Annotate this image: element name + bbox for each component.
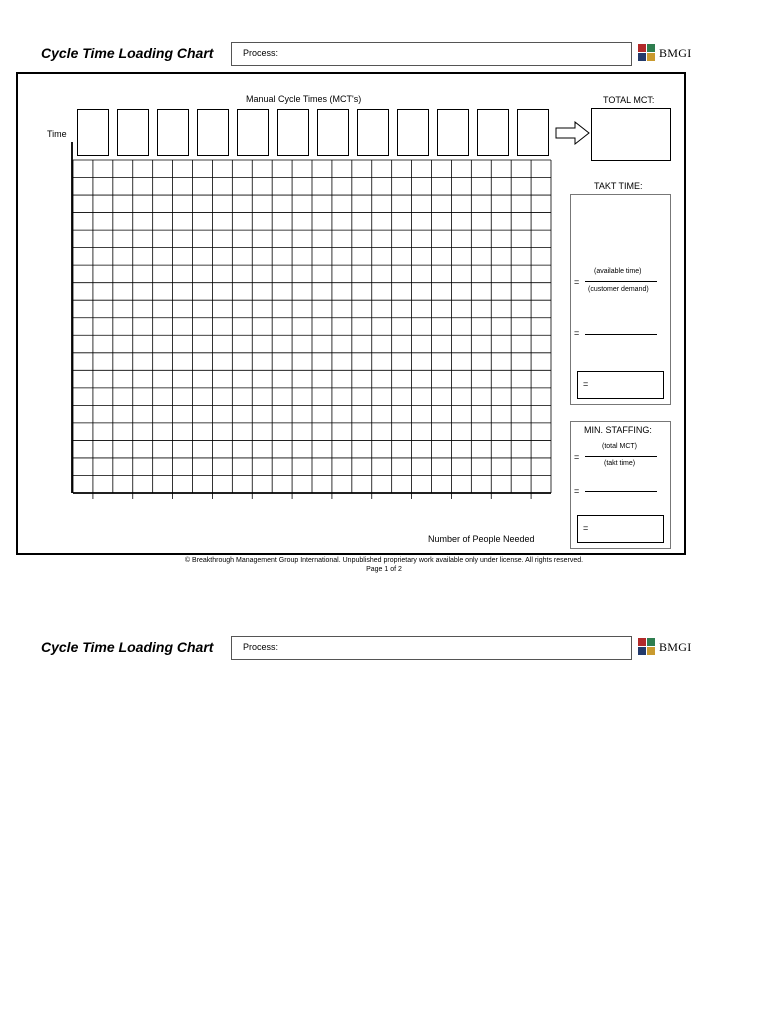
takt-time-label: TAKT TIME:: [594, 181, 643, 191]
staffing-result-equals: =: [583, 523, 589, 533]
staffing-result-box[interactable]: [577, 515, 664, 543]
staffing-numerator: (total MCT): [602, 443, 637, 450]
bmgi-logo: [638, 44, 692, 62]
page-title: Cycle Time Loading Chart: [41, 45, 214, 61]
staffing-equals-2: =: [574, 486, 580, 496]
copyright-notice: © Breakthrough Management Group International. Unpublished proprietary work available only under license. All rights reserved.: [184, 557, 584, 564]
arrow-right-icon: [555, 121, 591, 145]
logo-text: BMGI: [659, 45, 692, 60]
takt-result-equals: =: [583, 379, 589, 389]
takt-fraction-line: [585, 281, 657, 282]
staffing-value-line[interactable]: [585, 491, 657, 492]
page-number: Page 1 of 2: [366, 566, 402, 573]
takt-numerator: (available time): [594, 268, 642, 275]
staffing-fraction-line: [585, 456, 657, 457]
time-axis-label: Time: [47, 129, 67, 139]
process-field[interactable]: [231, 42, 632, 66]
min-staffing-label: MIN. STAFFING:: [584, 425, 652, 435]
takt-equals-1: =: [574, 277, 580, 287]
takt-denominator: (customer demand): [588, 286, 649, 293]
page-2-process-field[interactable]: [231, 636, 632, 660]
takt-result-box[interactable]: [577, 371, 664, 399]
people-axis-label: Number of People Needed: [428, 534, 535, 544]
total-mct-input[interactable]: [591, 108, 671, 161]
takt-equals-2: =: [574, 328, 580, 338]
page-2-title: Cycle Time Loading Chart: [41, 639, 214, 655]
bmgi-logo-icon: [638, 44, 656, 62]
staffing-equals-1: =: [574, 452, 580, 462]
takt-value-line[interactable]: [585, 334, 657, 335]
staffing-denominator: (takt time): [604, 460, 636, 467]
page-2-bmgi-logo-icon: [638, 638, 656, 656]
page-2-logo-text: BMGI: [659, 639, 692, 654]
mct-label: Manual Cycle Times (MCT's): [246, 94, 362, 104]
total-mct-label: TOTAL MCT:: [603, 95, 655, 105]
loading-grid[interactable]: [68, 142, 556, 502]
page-2-process-label: Process:: [243, 642, 279, 652]
page-2-bmgi-logo: [638, 638, 692, 656]
process-label: Process:: [243, 48, 279, 58]
